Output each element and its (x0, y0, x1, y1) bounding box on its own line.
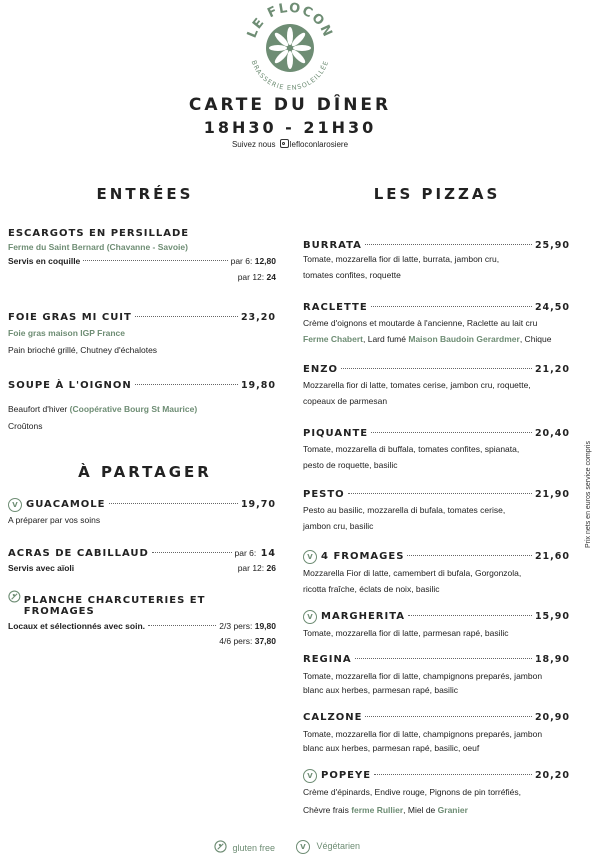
item-price: 23,20 (240, 312, 276, 323)
item-serving: Locaux et sélectionnés avec soin. (8, 621, 146, 631)
item-description: Beaufort d'hiver (8, 404, 68, 414)
vegetarian-icon: V (303, 550, 317, 564)
menu-item-guacamole (8, 498, 276, 529)
item-description: blanc aux herbes, parmesan rapé, basilic (303, 685, 458, 695)
menu-item-foie-gras (8, 312, 276, 359)
item-name: ESCARGOTS EN PERSILLADE (8, 228, 190, 239)
item-name: RACLETTE (303, 302, 368, 313)
item-name: BURRATA (303, 240, 362, 251)
item-price: 20,40 (534, 428, 570, 439)
item-origin: (Coopérative Bourg St Maurice) (69, 404, 198, 414)
brand-logo (244, 2, 336, 92)
vegetarian-icon: V (8, 498, 22, 512)
item-description: blanc aux herbes, parmesan rapé, basilic, oeuf (303, 743, 480, 753)
item-price: 15,90 (534, 611, 570, 622)
item-price: 37,80 (254, 636, 276, 646)
item-description: Tomate, mozzarella di buffala, tomates confites, spianata, (303, 444, 520, 454)
legend-label: gluten free (232, 843, 276, 853)
item-description: Pesto au basilic, mozzarella di bufala, tomates cerise, (303, 505, 506, 515)
item-name: MARGHERITA (321, 611, 406, 622)
item-serving: Servis avec aïoli (8, 563, 75, 573)
pizza-burrata (303, 240, 570, 283)
item-qty: par 12: (237, 272, 265, 282)
item-price: 19,80 (240, 380, 276, 391)
pizza-regina (303, 654, 570, 697)
menu-title: CARTE DU DÎNER (188, 95, 392, 115)
item-description: Pain brioché grillé, Chutney d'échalotes (8, 345, 158, 355)
legend-gluten-free (214, 840, 275, 853)
menu-item-planche (8, 590, 276, 646)
item-description: Tomate, mozzarella fior di latte, champignons preparés, jambon (303, 729, 543, 739)
item-description: Mozzarella Fior di latte, camembert di bufala, Gorgonzola, (303, 568, 522, 578)
legend-label: Végétarien (316, 841, 361, 851)
gluten-free-icon (214, 840, 227, 853)
item-description: Tomate, mozzarella fior di latte, champignons preparés, jambon (303, 671, 543, 681)
item-price: 26 (266, 563, 276, 573)
item-qty: par 12: (237, 563, 265, 573)
item-name: PLANCHE CHARCUTERIES ET FROMAGES (23, 595, 206, 617)
partager-title: À PARTAGER (78, 463, 212, 481)
item-description: , Lard fumé (363, 334, 409, 344)
item-name: PIQUANTE (303, 428, 369, 439)
item-price: 18,90 (534, 654, 570, 665)
item-origin: Ferme Chabert (303, 334, 363, 344)
instagram-icon (280, 139, 289, 148)
item-qty: 2/3 pers: (219, 621, 253, 631)
item-description: tomates confites, roquette (303, 270, 401, 280)
item-origin: Maison Baudoin Gerardmer (408, 334, 520, 344)
vegetarian-icon: V (303, 610, 317, 624)
item-price: 24 (266, 272, 276, 282)
item-description: pesto de roquette, basilic (303, 460, 398, 470)
item-price: 14 (260, 548, 276, 559)
item-description: Crème d'épinards, Endive rouge, Pignons de pin torréfiés, (303, 787, 522, 797)
menu-item-acras (8, 548, 276, 573)
item-description: , Chique (519, 334, 552, 344)
menu-item-soupe (8, 380, 276, 435)
item-price: 20,20 (534, 770, 570, 781)
item-price: 20,90 (534, 712, 570, 723)
item-name: ACRAS DE CABILLAUD (8, 548, 149, 559)
item-description: Croûtons (8, 421, 43, 431)
vegetarian-icon: V (296, 840, 310, 854)
service-hours: 18H30 - 21H30 (203, 118, 377, 137)
item-name: CALZONE (303, 712, 363, 723)
item-description: ricotta fraîche, éclats de noix, basilic (303, 584, 440, 594)
vegetarian-icon: V (303, 769, 317, 783)
follow-label: Suivez nous (231, 140, 276, 149)
item-description: copeaux de parmesan (303, 396, 388, 406)
pizza-enzo (303, 364, 570, 409)
item-description: Crème d'oignons et moutarde à l'ancienne, Raclette au lait cru (303, 318, 538, 328)
item-name: POPEYE (321, 770, 372, 781)
legend-vegetarian (296, 840, 360, 854)
pizza-4-fromages (303, 550, 570, 597)
pizza-margherita (303, 610, 570, 641)
pizza-raclette (303, 302, 570, 347)
entrees-title: ENTRÉES (96, 185, 194, 203)
price-note: Prix nets en euros service compris (585, 441, 592, 548)
item-name: PESTO (303, 489, 345, 500)
item-price: 21,90 (534, 489, 570, 500)
item-origin: Ferme du Saint Bernard (Chavanne - Savoie) (8, 242, 188, 252)
item-serving: Servis en coquille (8, 256, 81, 266)
item-name: ENZO (303, 364, 338, 375)
item-qty: 4/6 pers: (219, 636, 253, 646)
item-name: REGINA (303, 654, 352, 665)
item-name: FOIE GRAS MI CUIT (8, 312, 132, 323)
item-description: A préparer par vos soins (8, 515, 101, 525)
item-description: Tomate, mozzarella fior di latte, parmesan rapé, basilic (303, 628, 509, 638)
gluten-free-icon (8, 590, 21, 603)
brand-tagline: BRASSERIE ENSOLEILLÉE (249, 59, 331, 92)
social-follow (0, 139, 580, 149)
instagram-handle[interactable]: lefloconlarosiere (289, 140, 349, 149)
snowflake-icon (269, 27, 311, 69)
pizza-popeye (303, 769, 570, 818)
item-description: Mozzarella fior di latte, tomates cerise, jambon cru, roquette, (303, 380, 531, 390)
pizzas-title: LES PIZZAS (373, 185, 501, 203)
item-price: 12,80 (254, 256, 276, 266)
brand-name: LE FLOCON (244, 2, 336, 41)
item-description: , Miel de (403, 805, 438, 815)
item-name: GUACAMOLE (26, 499, 106, 510)
pizza-piquante (303, 428, 570, 473)
item-price: 19,80 (254, 621, 276, 631)
item-description: Tomate, mozzarella fior di latte, burrata, jambon cru, (303, 254, 500, 264)
item-origin: Granier (437, 805, 468, 815)
item-price: 19,70 (240, 499, 276, 510)
item-price: 21,20 (534, 364, 570, 375)
item-qty: par 6: (230, 256, 253, 266)
item-qty: par 6: (234, 548, 257, 558)
item-name: 4 FROMAGES (321, 551, 405, 562)
menu-item-escargots (8, 228, 276, 282)
item-origin: ferme Rullier (351, 805, 404, 815)
item-origin: Foie gras maison IGP France (8, 328, 125, 338)
item-description: jambon cru, basilic (303, 521, 374, 531)
item-name: SOUPE À L'OIGNON (8, 380, 132, 391)
pizza-pesto (303, 489, 570, 534)
item-price: 21,60 (534, 551, 570, 562)
item-price: 25,90 (534, 240, 570, 251)
pizza-calzone (303, 712, 570, 755)
item-price: 24,50 (534, 302, 570, 313)
item-description: Chèvre frais (303, 805, 352, 815)
